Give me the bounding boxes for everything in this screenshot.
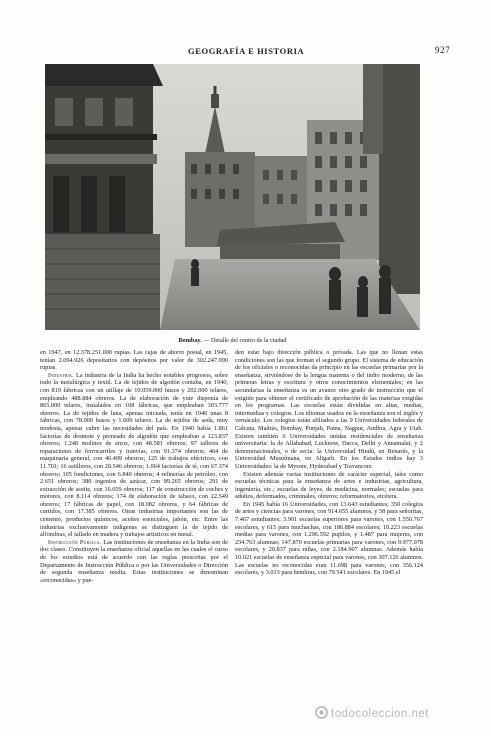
paragraph-industria [40, 372, 228, 539]
paragraph: En 1945 había 16 Universidades, con 13.643 estudiantes; 350 colegios de artes y ciencias para varones, con 914.655 alumnos, y 58 para señoritas, 7.467 estudiantes; 3.901 escuelas superiores para varones, con 1.550.767 escolares, y 615 para muchachas, con 186.884 escolares; 10.223 escuelas medias para varones, con 1.296.592 pupilos, y 1.487 para mujeres, con 234.763 alumnas; 147.870 escuelas primarias para varones, con 9.977.078 escolares, y 20.837 para niñas, con 2.184.907 alumnas. Además había 10.021 escuelas de enseñanza especial para varones, con 307.126 alumnos. Las escuelas no reconocidas eran 11.698 para varones, con 356.124 escolares, y 3.013 para hembras, con 79.541 escolares. En 1945 el [235, 500, 423, 577]
running-head [0, 40, 491, 56]
section-heading-instruccion: Instrucción Pública. [48, 538, 102, 546]
paragraph-text: La industria de la India ha hecho notables progresos, sobre todo la metalúrgica y textil. La de tejidos de algodón contaba, en 1940, con 819 fábricas con un utillaje de 10.059.000 husos y 202.000 telares, empleando 488.884 obreros. La de elaboración de yute disponía de 865.000 telares, instalados en 108 fábricas, que empleaban 303.777 obreros. La de tejidos de lana, apenas iniciada, tenía en 1940 unas 8 fábricas, con 78.000 husos y 1.600 telares. La de tejidos de seda, muy modesta, apenas cubre las necesidades del país. En 1940 había 1.861 factorías de desmote y prensado de algodón que empleaban a 123.837 obreros; 1.248 molinos de arroz, con 48.581 obreros; 97 talleres de reparaciones de ferrocarriles y tranvías, con 91.374 obreros; 464 de maquinaria general, con 46.499 obreros; 125 de trabajos eléctricos, con 11.701; 16 astilleros, con 20.546 obreros; 1.064 factorías de té, con 67.374 obreros; 105 fundiciones, con 6.840 obreros; 4 refinerías de petróleo, con 2.651 obreros; 380 ingenios de azúcar, con 89.265 obreros; 291 de extracción de aceite, con 16.659 obreros; 117 de construcción de coches y motores, con 8.114 obreros; 174 de elaboración de tabaco, con 22.549 obreros; 17 fábricas de papel, con 18.082 obreros, y 64 fábricas de curtidos, con 17.385 obreros. Otras industrias importantes son las de cemento, productos químicos, aceites esenciales, jabón, etc. Entre las industrias exclusivamente indígenas se distinguen la de tejido de alfombras, el tallado en madera y trabajos artísticos en metal. [40, 371, 228, 539]
paragraph: den estar bajo dirección pública o privada. Las que no llenan estas condiciones son las que forman el segundo grupo. El sistema de educación de los oficiales o reconocidas da principio en las escuelas primarias por la enseñanza, sirviéndose de la lengua materna o del indio moderno, de las primeras letras y escritura y otros conocimientos elementales; en las secundarias la enseñanza es un avance otro grado de instrucción que el exigido para obtener el certificado de aprobación de las materias exigidas en los programas. Las escuelas están divididas en altas, medias, intermedias y colegios. Los idiomas usados en la enseñanza son el inglés y vernáculo. Los colegios están afiliados a las 9 Universidades federales de Calcuta, Madrás, Bombay, Punjab, Patna, Nagpur, Andhra, Agra y Utah. Existen también 6 Universidades unidas residenciales de enseñanza universitaria: la de Allahabad, Lucknow, Dacca, Delhi y Annamalai, y 2 denominacionales, o de secta: la Universidad Hindú, en Benarés, y la Universidad Musulmana, en Aligarh. En los Estados indios hay 3 Universidades: la de Mysore, Hyderabad y Travancore. [235, 349, 423, 470]
text-column-right [235, 349, 423, 679]
watermark-text: todocoleccion.net [331, 708, 430, 720]
paragraph-instruccion [40, 539, 228, 585]
bombay-street-photo [45, 64, 420, 330]
text-column-left [40, 349, 228, 679]
page-number: 927 [435, 45, 451, 55]
paragraph: Existen además varias instituciones de carácter especial, tales como escuelas técnicas para la enseñanza de artes e industrias, agricultura, ingeniería, etc.; escuelas de leyes, de medicina, normales; escuelas para adultos, deformados, criminales, obreros; reformatorios, etcétera. [235, 470, 423, 501]
paragraph-text: Las instituciones de enseñanza en la India son de dos clases. Constituyen la enseñanza oficial aquellas en las cuales el curso de los estudios está de acuerdo con las reglas prescritas por el Departamento de Instrucción Pública o por las Universidades o Dirección de segunda enseñanza media. Estas instituciones se denominan «reconocidas» y pue- [40, 538, 228, 584]
watermark [315, 706, 485, 728]
running-head-title: GEOGRAFÍA E HISTORIA [188, 46, 305, 56]
caption-place: Bombay. [178, 337, 202, 344]
section-heading-industria: Industria. [48, 371, 74, 379]
bombay-photo-illustration [45, 64, 420, 330]
figure-caption [45, 337, 420, 344]
paragraph: en 1947, en 12.378.251.000 rupias. Las cajas de ahorro postal, en 1945, tenían 2.094.926 depositarios con depósitos por valor de 302.247.000 rupias. [40, 349, 228, 372]
todocoleccion-logo-icon [315, 706, 328, 719]
caption-text: — Detalle del centro de la ciudad [201, 337, 287, 344]
